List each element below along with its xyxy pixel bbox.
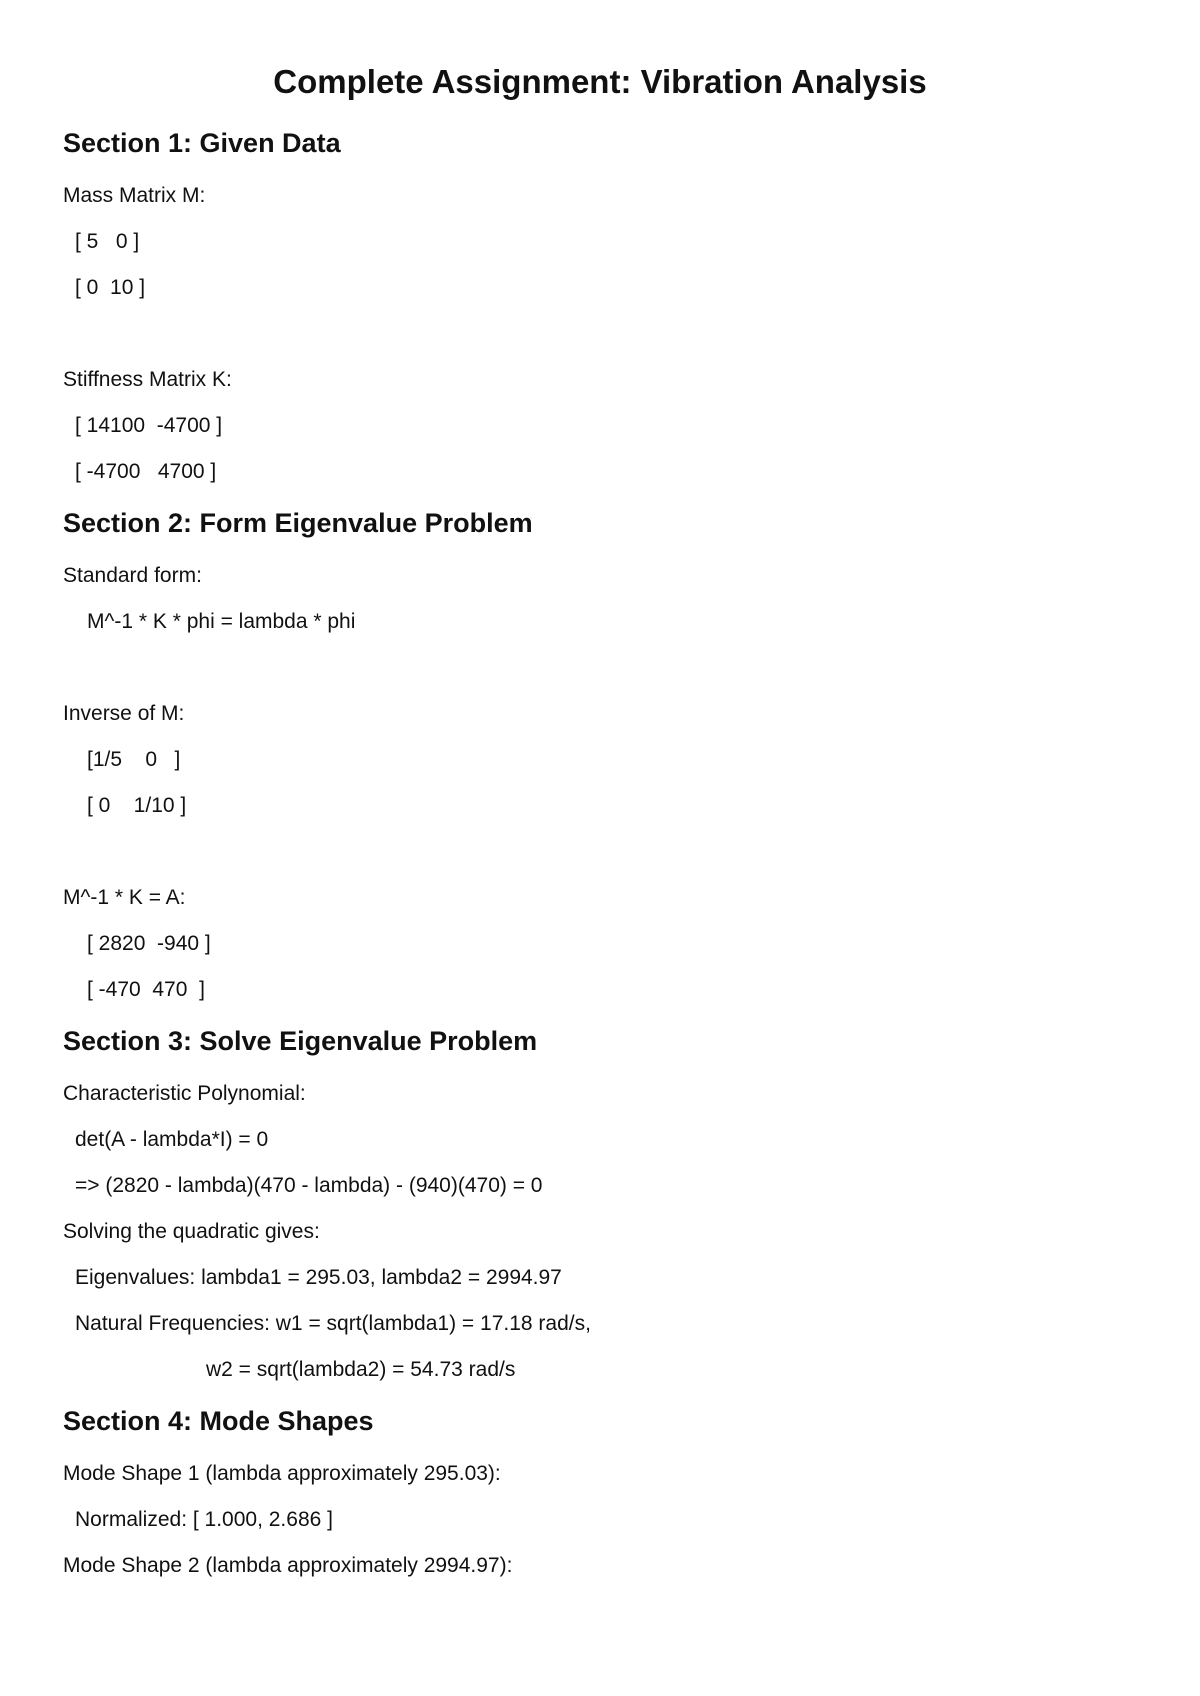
matrix-a-row-2: [ -470 470 ] bbox=[87, 978, 205, 1001]
expanded-equation: => (2820 - lambda)(470 - lambda) - (940)(470) = 0 bbox=[75, 1174, 543, 1197]
matrix-a-label: M^-1 * K = A: bbox=[63, 886, 186, 909]
inverse-m-label: Inverse of M: bbox=[63, 702, 185, 725]
determinant-equation: det(A - lambda*I) = 0 bbox=[75, 1128, 269, 1151]
inverse-m-row-1: [1/5 0 ] bbox=[87, 748, 181, 771]
stiffness-matrix-row-1: [ 14100 -4700 ] bbox=[75, 414, 223, 437]
mass-matrix-row-1: [ 5 0 ] bbox=[75, 230, 140, 253]
standard-form-equation: M^-1 * K * phi = lambda * phi bbox=[87, 610, 356, 633]
stiffness-matrix-row-2: [ -4700 4700 ] bbox=[75, 460, 217, 483]
mass-matrix-row-2: [ 0 10 ] bbox=[75, 276, 146, 299]
standard-form-label: Standard form: bbox=[63, 564, 202, 587]
document-title: Complete Assignment: Vibration Analysis bbox=[273, 63, 927, 100]
eigenvalues-line: Eigenvalues: lambda1 = 295.03, lambda2 = 2994.97 bbox=[75, 1266, 562, 1289]
inverse-m-row-2: [ 0 1/10 ] bbox=[87, 794, 187, 817]
section-2-heading: Section 2: Form Eigenvalue Problem bbox=[63, 508, 533, 538]
section-4-heading: Section 4: Mode Shapes bbox=[63, 1406, 374, 1436]
section-3-heading: Section 3: Solve Eigenvalue Problem bbox=[63, 1026, 538, 1056]
mass-matrix-label: Mass Matrix M: bbox=[63, 184, 206, 207]
natural-frequency-1: Natural Frequencies: w1 = sqrt(lambda1) = 17.18 rad/s, bbox=[75, 1312, 591, 1335]
natural-frequency-2: w2 = sqrt(lambda2) = 54.73 rad/s bbox=[206, 1358, 516, 1381]
solving-label: Solving the quadratic gives: bbox=[63, 1220, 320, 1243]
mode-shape-1-normalized: Normalized: [ 1.000, 2.686 ] bbox=[75, 1508, 333, 1531]
mode-shape-1-label: Mode Shape 1 (lambda approximately 295.03): bbox=[63, 1462, 501, 1485]
mode-shape-2-label: Mode Shape 2 (lambda approximately 2994.97): bbox=[63, 1554, 513, 1577]
matrix-a-row-1: [ 2820 -940 ] bbox=[87, 932, 211, 955]
characteristic-polynomial-label: Characteristic Polynomial: bbox=[63, 1082, 306, 1105]
section-1-heading: Section 1: Given Data bbox=[63, 128, 341, 158]
stiffness-matrix-label: Stiffness Matrix K: bbox=[63, 368, 232, 391]
